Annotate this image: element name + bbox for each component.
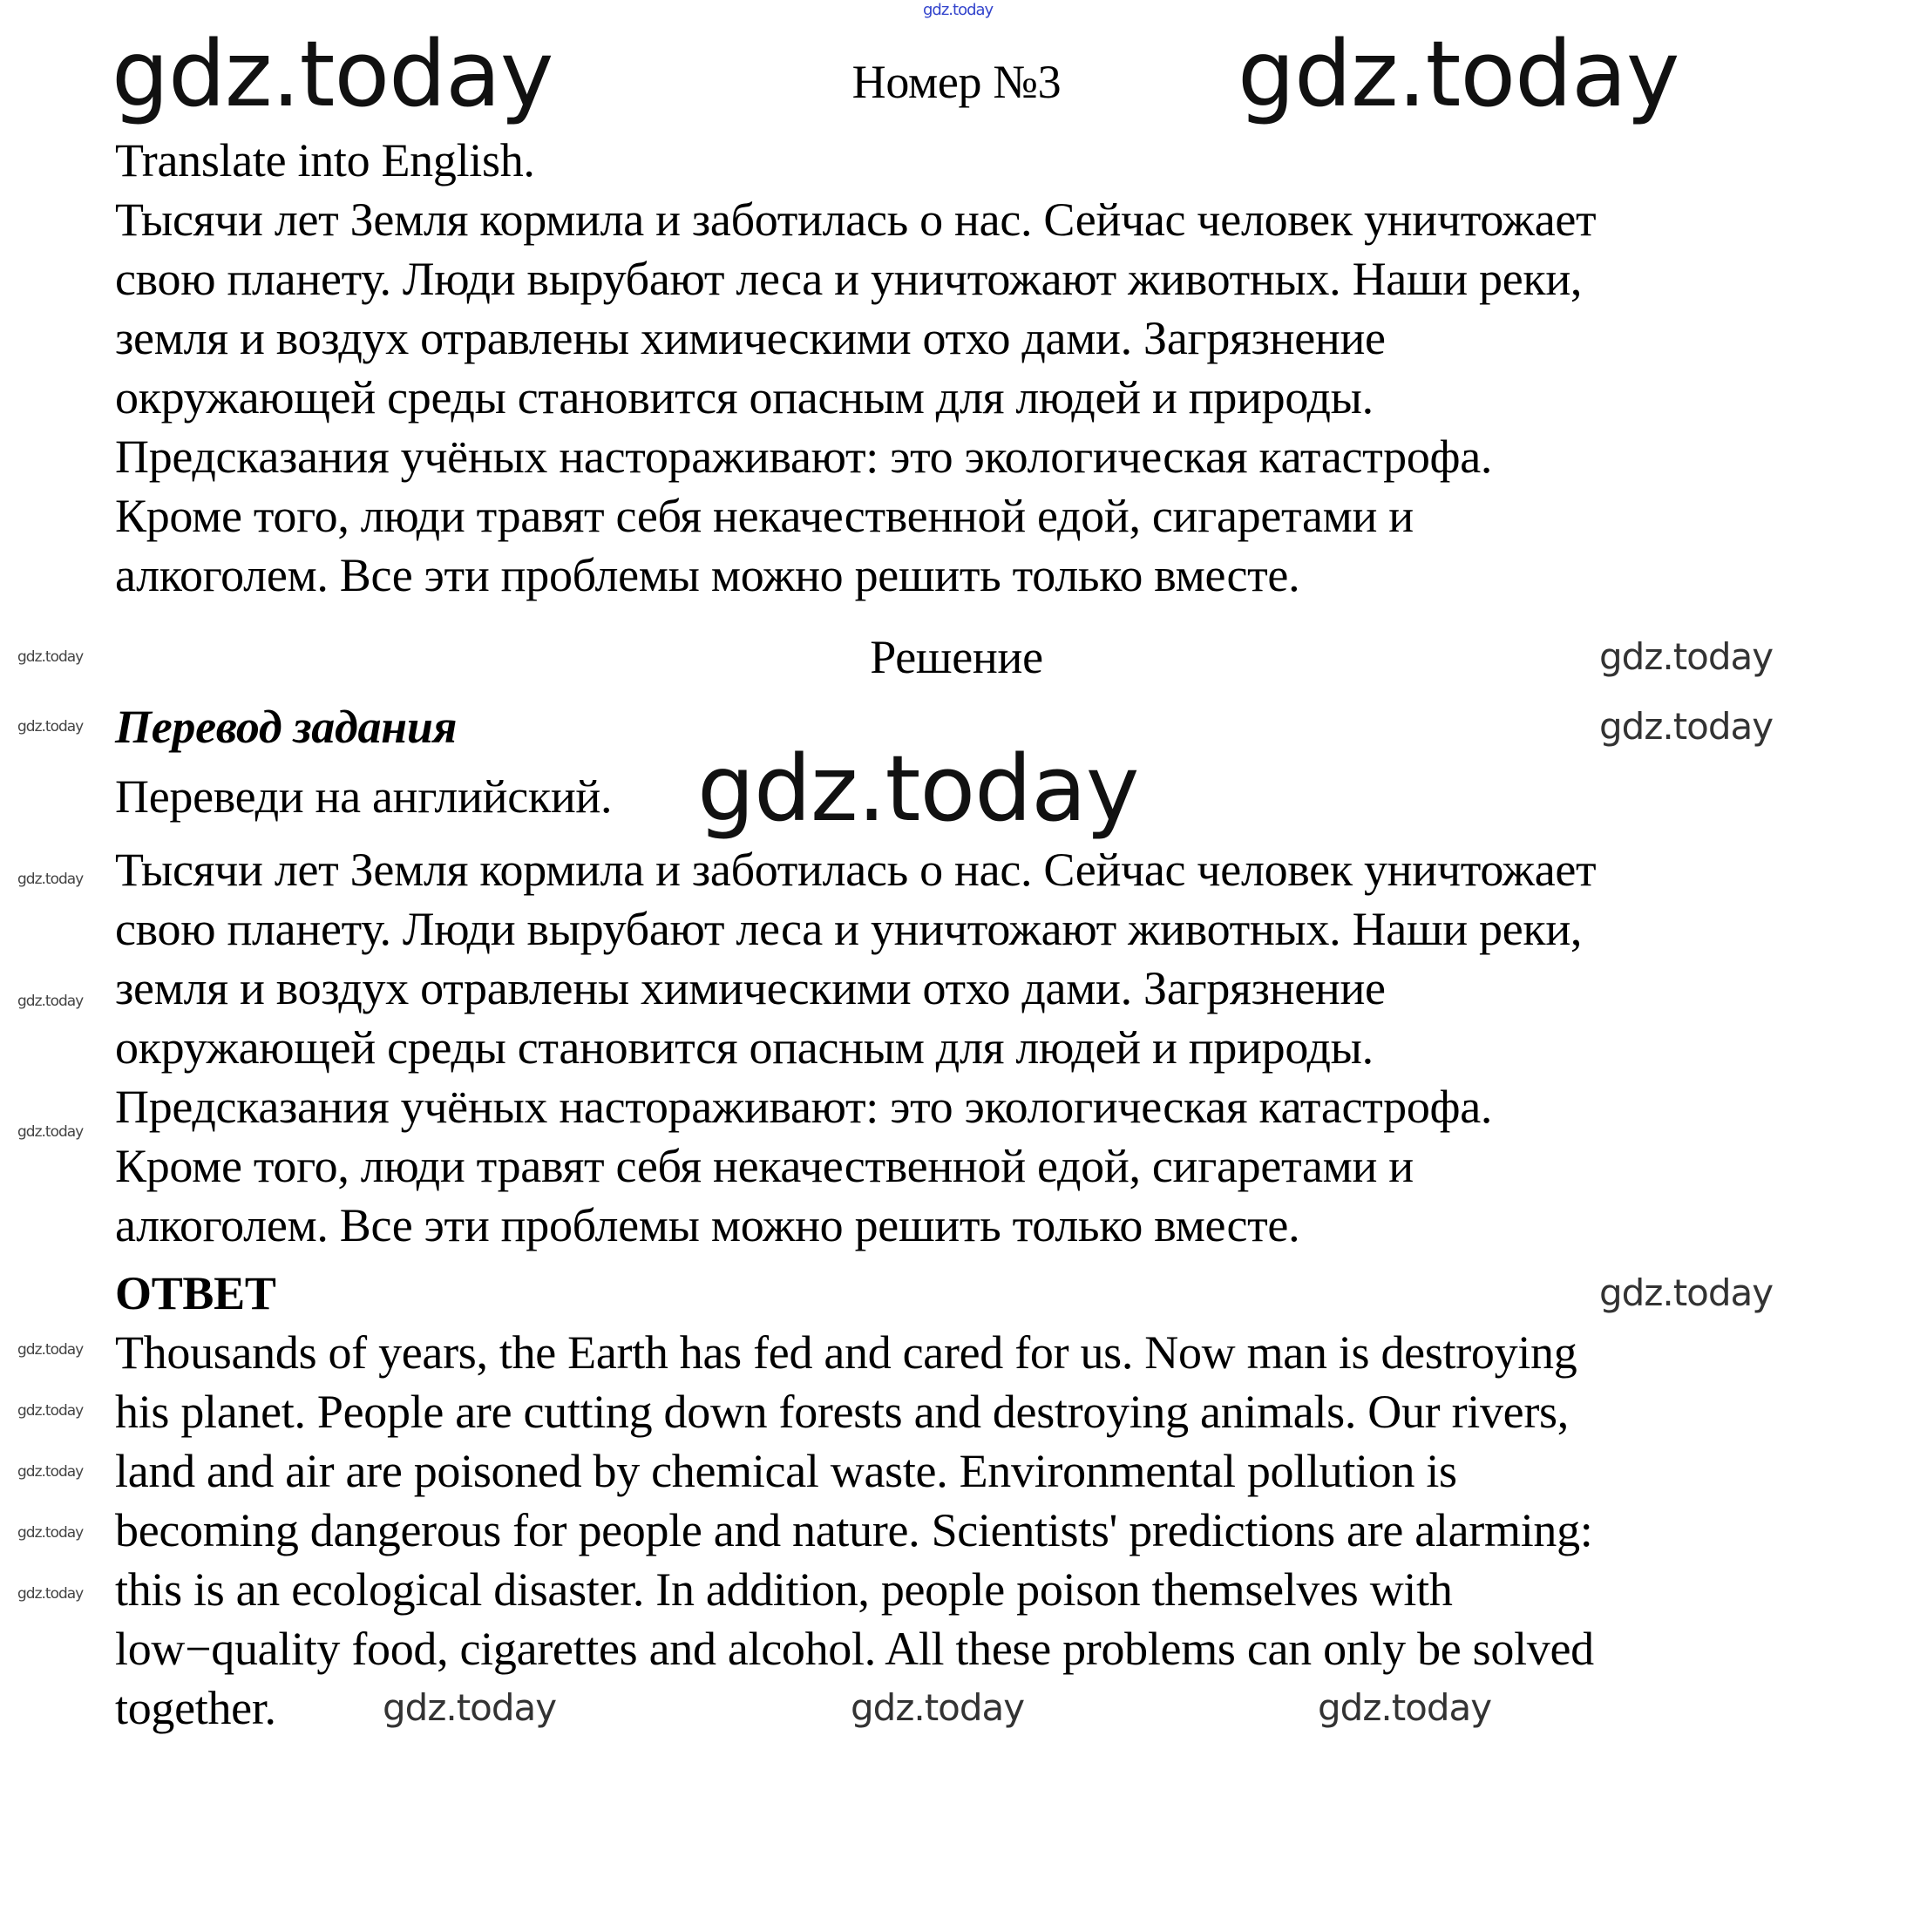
watermark: gdz.today bbox=[851, 1686, 1025, 1729]
answer-line: low−quality food, cigarettes and alcohol. All these problems can only be solved bbox=[115, 1623, 1594, 1675]
answer-line: Thousands of years, the Earth has fed and cared for us. Now man is destroying bbox=[115, 1326, 1577, 1379]
watermark: gdz.today bbox=[17, 1123, 84, 1141]
watermark: gdz.today bbox=[1599, 705, 1774, 748]
watermark: gdz.today bbox=[17, 718, 84, 736]
watermark: gdz.today bbox=[17, 1463, 84, 1481]
watermark: gdz.today bbox=[923, 1, 994, 19]
task-line: окружающей среды становится опасным для людей и природы. bbox=[115, 371, 1374, 424]
watermark: gdz.today bbox=[383, 1686, 557, 1729]
watermark: gdz.today bbox=[17, 1402, 84, 1420]
task-line: Предсказания учёных настораживают: это экологическая катастрофа. bbox=[115, 430, 1493, 483]
watermark: gdz.today bbox=[1599, 1271, 1774, 1314]
watermark: gdz.today bbox=[112, 21, 553, 127]
translation-heading: Перевод задания bbox=[115, 701, 458, 753]
task-instruction: Translate into English. bbox=[115, 134, 535, 186]
task-line: свою планету. Люди вырубают леса и уничтожают животных. Наши реки, bbox=[115, 253, 1583, 305]
watermark: gdz.today bbox=[17, 1524, 84, 1542]
watermark: gdz.today bbox=[17, 993, 84, 1010]
answer-heading: ОТВЕТ bbox=[115, 1267, 276, 1319]
answer-line: land and air are poisoned by chemical waste. Environmental pollution is bbox=[115, 1445, 1457, 1497]
watermark: gdz.today bbox=[17, 1585, 84, 1603]
translation-line: Кроме того, люди травят себя некачественной едой, сигаретами и bbox=[115, 1140, 1414, 1192]
watermark: gdz.today bbox=[1599, 635, 1774, 678]
translation-line: окружающей среды становится опасным для людей и природы. bbox=[115, 1021, 1374, 1074]
page-title: Номер №3 bbox=[851, 56, 1062, 108]
task-line: Тысячи лет Земля кормила и заботилась о нас. Сейчас человек уничтожает bbox=[115, 193, 1597, 246]
task-line: земля и воздух отравлены химическими отхо дами. Загрязнение bbox=[115, 312, 1386, 364]
translation-line: земля и воздух отравлены химическими отхо дами. Загрязнение bbox=[115, 962, 1386, 1014]
answer-line: together. bbox=[115, 1682, 276, 1734]
watermark: gdz.today bbox=[697, 736, 1139, 842]
answer-line: this is an ecological disaster. In addition, people poison themselves with bbox=[115, 1563, 1453, 1616]
task-line: алкоголем. Все эти проблемы можно решить только вместе. bbox=[115, 549, 1300, 601]
watermark: gdz.today bbox=[17, 1341, 84, 1359]
translation-line: алкоголем. Все эти проблемы можно решить только вместе. bbox=[115, 1199, 1300, 1251]
watermark: gdz.today bbox=[1318, 1686, 1492, 1729]
task-line: Кроме того, люди травят себя некачественной едой, сигаретами и bbox=[115, 490, 1414, 542]
watermark: gdz.today bbox=[1238, 21, 1679, 127]
solution-heading: Решение bbox=[870, 631, 1043, 683]
answer-line: becoming dangerous for people and nature. Scientists' predictions are alarming: bbox=[115, 1504, 1593, 1556]
translation-line: Предсказания учёных настораживают: это экологическая катастрофа. bbox=[115, 1081, 1493, 1133]
watermark: gdz.today bbox=[17, 648, 84, 666]
translation-instruction: Переведи на английский. bbox=[115, 770, 613, 823]
translation-line: свою планету. Люди вырубают леса и уничтожают животных. Наши реки, bbox=[115, 903, 1583, 955]
watermark: gdz.today bbox=[17, 871, 84, 888]
answer-line: his planet. People are cutting down forests and destroying animals. Our rivers, bbox=[115, 1386, 1569, 1438]
translation-line: Тысячи лет Земля кормила и заботилась о нас. Сейчас человек уничтожает bbox=[115, 844, 1597, 896]
